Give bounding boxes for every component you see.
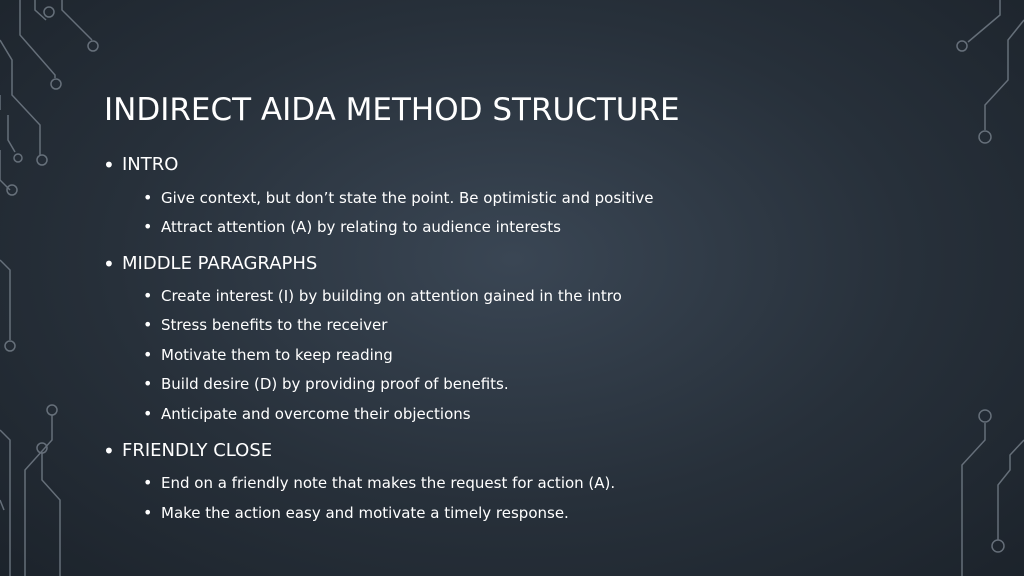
close-point-2: • Make the action easy and motivate a timely response.: [161, 503, 569, 523]
intro-point-2: • Attract attention (A) by relating to audience interests: [161, 217, 561, 237]
section-intro-heading: • INTRO: [122, 154, 178, 176]
middle-point-2: • Stress benefits to the receiver: [161, 315, 387, 335]
middle-point-3: • Motivate them to keep reading: [161, 345, 393, 365]
middle-point-4: • Build desire (D) by providing proof of benefits.: [161, 374, 509, 394]
section-close-heading: • FRIENDLY CLOSE: [122, 440, 272, 462]
middle-point-5: • Anticipate and overcome their objections: [161, 404, 471, 424]
slide-title: INDIRECT AIDA METHOD STRUCTURE: [104, 92, 680, 128]
close-point-1: • End on a friendly note that makes the request for action (A).: [161, 473, 615, 493]
section-middle-heading: • MIDDLE PARAGRAPHS: [122, 253, 317, 275]
intro-point-1: • Give context, but don’t state the point. Be optimistic and positive: [161, 188, 654, 208]
middle-point-1: • Create interest (I) by building on attention gained in the intro: [161, 286, 622, 306]
